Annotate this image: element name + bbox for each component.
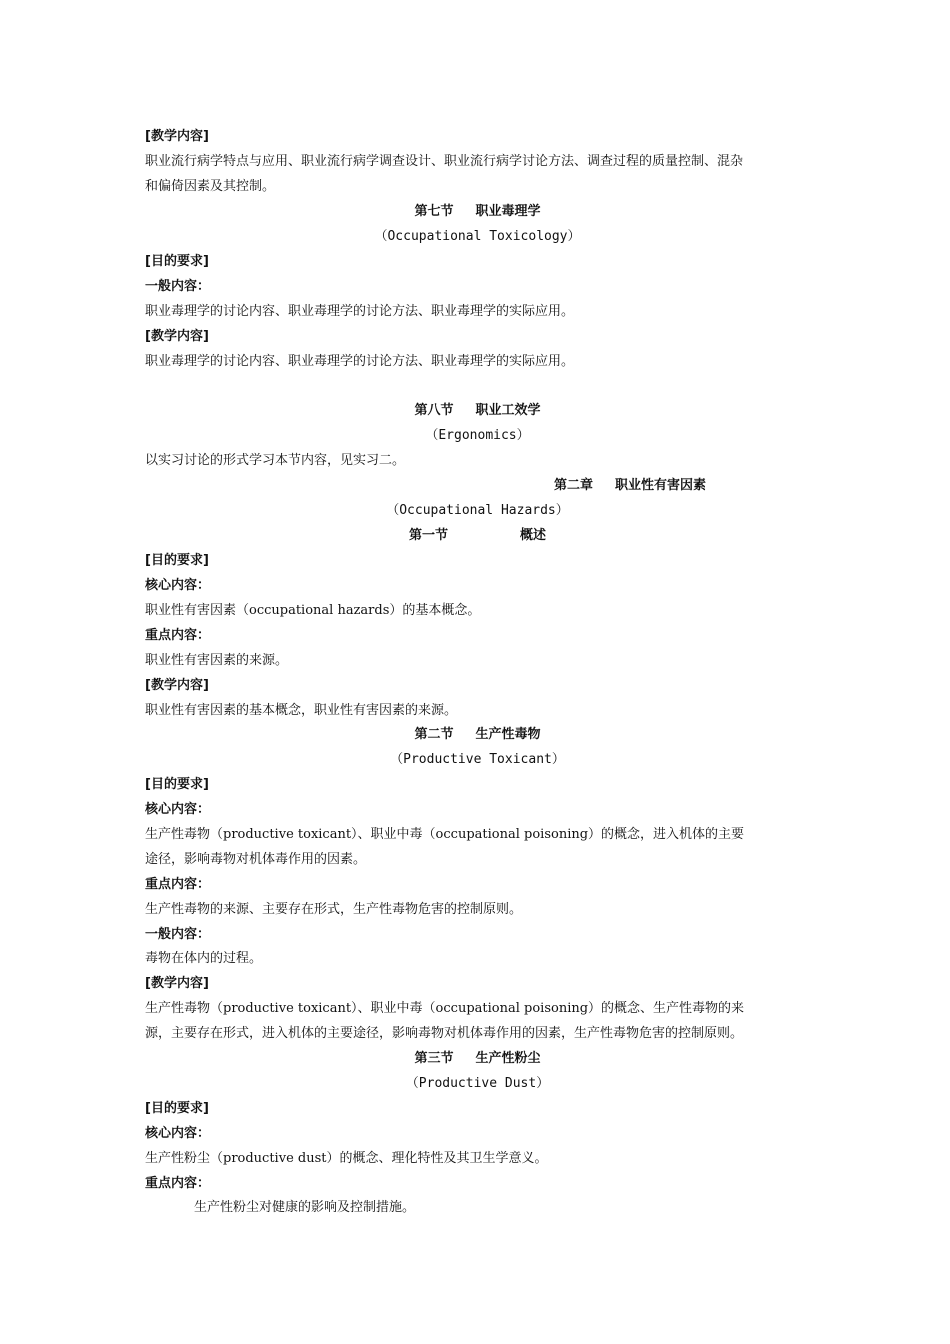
section-english-title: （Occupational Toxicology） <box>374 229 581 244</box>
chapter-number: 第二章 <box>554 478 594 493</box>
teaching-content-heading: [教学内容] <box>145 129 209 144</box>
core-content-label: 核心内容： <box>145 802 211 817</box>
teaching-content-heading: [教学内容] <box>145 976 209 991</box>
paragraph: 生产性毒物（productive toxicant）、职业中毒（occupational poisoning）的概念，进入机体的主要 <box>145 827 745 842</box>
paragraph: 生产性毒物（productive toxicant）、职业中毒（occupational poisoning）的概念、生产性毒物的来 <box>145 1001 745 1016</box>
paragraph: 职业性有害因素（occupational hazards）的基本概念。 <box>145 603 481 618</box>
section-title: 生产性粉尘 <box>475 1051 541 1066</box>
paragraph: 生产性粉尘对健康的影响及控制措施。 <box>194 1200 416 1215</box>
section-heading-3 <box>145 1046 810 1071</box>
objectives-heading: [目的要求] <box>145 1101 209 1116</box>
section-number: 第七节 <box>414 204 454 219</box>
general-content-label: 一般内容： <box>145 927 211 942</box>
chapter-heading-2 <box>554 473 854 498</box>
paragraph: 毒物在体内的过程。 <box>145 951 263 966</box>
paragraph: 职业性有害因素的来源。 <box>145 653 289 668</box>
paragraph: 职业毒理学的讨论内容、职业毒理学的讨论方法、职业毒理学的实际应用。 <box>145 354 575 369</box>
teaching-content-heading: [教学内容] <box>145 678 209 693</box>
chapter-english-title: （Occupational Hazards） <box>386 503 569 518</box>
objectives-heading: [目的要求] <box>145 777 209 792</box>
section-english-title: （Productive Dust） <box>405 1076 550 1091</box>
objectives-heading: [目的要求] <box>145 553 209 568</box>
section-english-title: （Productive Toxicant） <box>390 752 565 767</box>
section-english-title: （Ergonomics） <box>425 428 530 443</box>
paragraph: 生产性毒物的来源、主要存在形式，生产性毒物危害的控制原则。 <box>145 902 523 917</box>
core-content-label: 核心内容： <box>145 578 211 593</box>
chapter-title: 职业性有害因素 <box>615 478 707 493</box>
core-content-label: 核心内容： <box>145 1126 211 1141</box>
section-title: 生产性毒物 <box>475 727 541 742</box>
section-number: 第三节 <box>414 1051 454 1066</box>
key-content-label: 重点内容： <box>145 628 211 643</box>
section-number: 第八节 <box>414 403 454 418</box>
paragraph: 途径，影响毒物对机体毒作用的因素。 <box>145 852 367 867</box>
section-heading-7 <box>145 199 810 224</box>
section-number: 第一节 <box>408 528 448 543</box>
key-content-label: 重点内容： <box>145 877 211 892</box>
paragraph: 以实习讨论的形式学习本节内容，见实习二。 <box>145 453 406 468</box>
section-heading-2 <box>145 722 810 747</box>
paragraph: 职业毒理学的讨论内容、职业毒理学的讨论方法、职业毒理学的实际应用。 <box>145 304 575 319</box>
paragraph: 生产性粉尘（productive dust）的概念、理化特性及其卫生学意义。 <box>145 1151 548 1166</box>
paragraph: 职业流行病学特点与应用、职业流行病学调查设计、职业流行病学讨论方法、调查过程的质量控制、混杂 <box>145 154 744 169</box>
objectives-heading: [目的要求] <box>145 254 209 269</box>
paragraph: 职业性有害因素的基本概念，职业性有害因素的来源。 <box>145 703 458 718</box>
section-heading-8 <box>145 398 810 423</box>
section-title: 职业毒理学 <box>475 204 541 219</box>
section-heading-1 <box>145 523 810 548</box>
paragraph: 和偏倚因素及其控制。 <box>145 179 276 194</box>
paragraph: 源，主要存在形式，进入机体的主要途径，影响毒物对机体毒作用的因素，生产性毒物危害的控制原则。 <box>145 1026 744 1041</box>
section-number: 第二节 <box>414 727 454 742</box>
key-content-label: 重点内容： <box>145 1176 211 1191</box>
section-title: 概述 <box>520 528 547 543</box>
section-title: 职业工效学 <box>475 403 541 418</box>
general-content-label: 一般内容： <box>145 279 211 294</box>
teaching-content-heading: [教学内容] <box>145 329 209 344</box>
